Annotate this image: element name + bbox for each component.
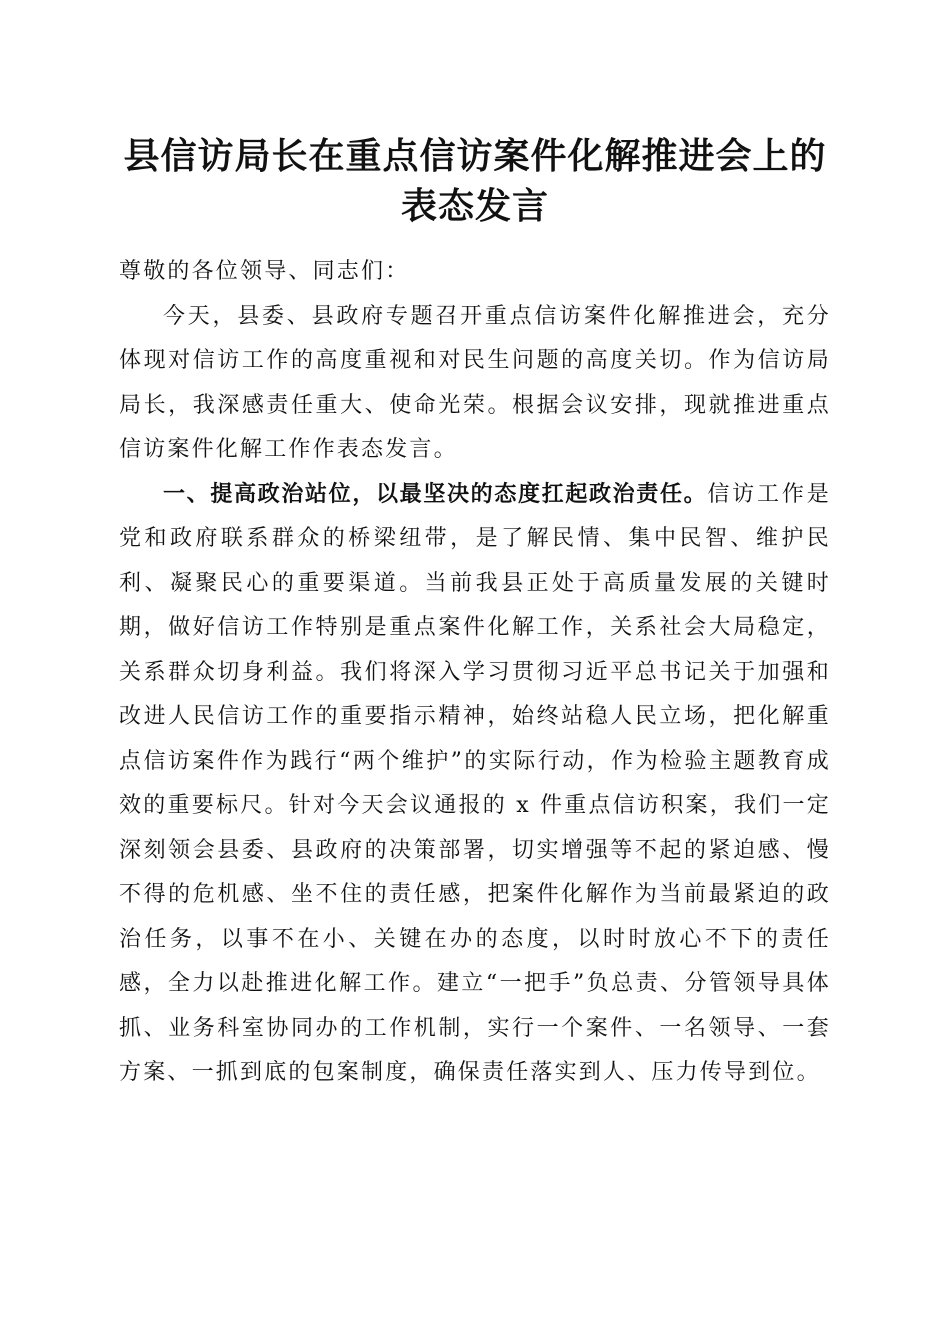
salutation: 尊敬的各位领导、同志们：	[119, 259, 410, 284]
section-heading: 一、提高政治站位，以最坚决的态度扛起政治责任。	[163, 481, 708, 507]
document-title: 县信访局长在重点信访案件化解推进会上的表态发言	[123, 136, 827, 227]
document-body	[119, 250, 831, 1096]
paragraph-intro	[119, 295, 831, 473]
paragraph-text: 信访工作是党和政府联系群众的桥梁纽带，是了解民情、集中民智、维护民利、凝聚民心的重要渠道。当前我县正处于高质量发展的关键时期，做好信访工作特别是重点案件化解工作，关系社会大局稳定，关系群众切身利益。我们将深入学习贯彻习近平总书记关于加强和改进人民信访工作的重要指示精神，始终站稳人民立场，把化解重点信访案件作为践行“两个维护”的实际行动，作为检验主题教育成效的重要标尺。针对今天会议通报的 x 件重点信访积案，我们一定深刻领会县委、县政府的决策部署，切实增强等不起的紧迫感、慢不得的危机感、坐不住的责任感，把案件化解作为当前最紧迫的政治任务，以事不在小、关键在办的态度，以时时放心不下的责任感，全力以赴推进化解工作。建立“一把手”负总责、分管领导具体抓、业务科室协同办的工作机制，实行一个案件、一名领导、一套方案、一抓到底的包案制度，确保责任落实到人、压力传导到位。	[119, 481, 831, 1085]
paragraph-text: 今天，县委、县政府专题召开重点信访案件化解推进会，充分体现对信访工作的高度重视和对民生问题的高度关切。作为信访局局长，我深感责任重大、使命光荣。根据会议安排，现就推进重点信访案件化解工作作表态发言。	[119, 303, 831, 462]
paragraph-section-1	[119, 473, 831, 1096]
